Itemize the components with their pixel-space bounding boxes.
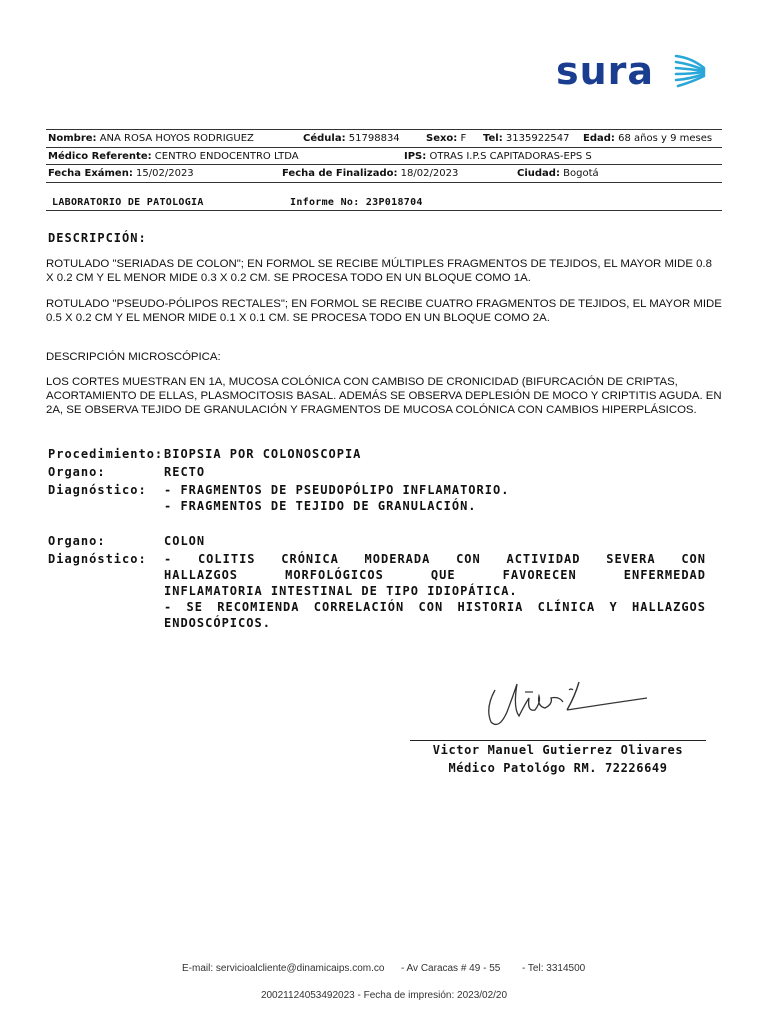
sexo-value: F <box>460 133 467 144</box>
fecha-examen-field <box>48 167 194 180</box>
ips-label: IPS: <box>404 151 427 162</box>
sexo-field <box>426 132 466 145</box>
organo-label-1: Organo: <box>48 465 106 479</box>
informe-number: Informe No: 23P018704 <box>290 197 423 208</box>
fecha-examen-label: Fecha Exámen: <box>48 168 133 179</box>
edad-field <box>583 132 712 145</box>
descripcion-microscopica-title: DESCRIPCIÓN MICROSCÓPICA: <box>46 351 221 363</box>
patient-name-label: Nombre: <box>48 133 97 144</box>
diagnostico-recto-line-2: - FRAGMENTOS DE TEJIDO DE GRANULACIÓN. <box>164 499 477 513</box>
organo-value-2: COLON <box>164 534 206 548</box>
header-rule-2 <box>46 147 722 148</box>
edad-label: Edad: <box>583 133 615 144</box>
descripcion-title: DESCRIPCIÓN: <box>48 231 147 245</box>
cedula-value: 51798834 <box>348 133 400 144</box>
edad-value: 68 años y 9 meses <box>618 133 713 144</box>
medico-referente-label: Médico Referente: <box>48 151 152 162</box>
diagnostico-colon-line-3: INFLAMATORIA INTESTINAL DE TIPO IDIOPÁTICA. <box>164 584 518 598</box>
footer-address: - Av Caracas # 49 - 55 <box>401 963 501 974</box>
descripcion-paragraph-1: ROTULADO "SERIADAS DE COLON"; EN FORMOL SE RECIBE MÚLTIPLES FRAGMENTOS DE TEJIDOS, EL MAYOR MIDE 0.8 X 0.2 CM Y EL MENOR MIDE 0.3 X 0.2 CM. SE PROCESA TODO EN UN BLOQUE COMO 1A. <box>46 258 712 284</box>
sura-logo <box>556 46 708 96</box>
cedula-field <box>303 132 400 145</box>
ips-field <box>404 150 592 163</box>
diagnostico-recto-line-1: - FRAGMENTOS DE PSEUDOPÓLIPO INFLAMATORIO. <box>164 483 510 497</box>
organo-label-2: Organo: <box>48 534 106 548</box>
fecha-finalizado-label: Fecha de Finalizado: <box>282 168 398 179</box>
ciudad-value: Bogotá <box>563 168 599 179</box>
tel-value: 3135922547 <box>505 133 570 144</box>
lab-rule <box>46 210 722 211</box>
signature-line <box>410 740 706 741</box>
procedimiento-label: Procedimiento: <box>48 447 164 461</box>
header-top-rule <box>46 129 722 130</box>
medico-referente-value: CENTRO ENDOCENTRO LTDA <box>154 151 299 162</box>
fecha-finalizado-field <box>282 167 458 180</box>
ips-value: OTRAS I.P.S CAPITADORAS-EPS S <box>429 151 592 162</box>
tel-label: Tel: <box>483 133 503 144</box>
fecha-finalizado-value: 18/02/2023 <box>400 168 459 179</box>
signatory-title: Médico Patológo RM. 72226649 <box>448 761 668 775</box>
handwritten-signature <box>455 668 655 736</box>
footer-print-info: 20021124053492023 - Fecha de impresión: 2023/02/20 <box>260 990 508 1001</box>
procedimiento-value: BIOPSIA POR COLONOSCOPIA <box>164 447 362 461</box>
medico-referente-field <box>48 150 299 163</box>
diagnostico-colon-line-2: HALLAZGOS MORFOLÓGICOS QUE FAVORECEN ENFERMEDAD <box>164 568 706 582</box>
lab-name: LABORATORIO DE PATOLOGIA <box>52 197 204 208</box>
diagnostico-colon-line-1: - COLITIS CRÓNICA MODERADA CON ACTIVIDAD SEVERA CON <box>164 552 706 566</box>
patient-name-field <box>48 132 254 145</box>
sexo-label: Sexo: <box>426 133 458 144</box>
diagnostico-colon-line-4: - SE RECOMIENDA CORRELACIÓN CON HISTORIA CLÍNICA Y HALLAZGOS <box>164 600 706 614</box>
fecha-examen-value: 15/02/2023 <box>136 168 194 179</box>
descripcion-microscopica-text: LOS CORTES MUESTRAN EN 1A, MUCOSA COLÓNICA CON CAMBISO DE CRONICIDAD (BIFURCACIÓN DE CRIPTAS, ACORTAMIENTO DE ELLAS, PLASMOCITOSIS BASAL. ADEMÁS SE OBSERVA DEPLESIÓN DE MOCO Y CRIPTITIS AGUDA. EN 2A, SE OBSERVA TEJIDO DE GRANULACIÓN Y FRAGMENTOS DE MUCOSA COLÓNICA CON CAMBIOS HIPERPLÁSICOS. <box>46 376 722 416</box>
diagnostico-label-1: Diagnóstico: <box>48 483 147 497</box>
logo-text: sura <box>556 49 655 93</box>
sura-wave-icon <box>674 52 708 88</box>
ciudad-label: Ciudad: <box>517 168 560 179</box>
tel-field <box>483 132 570 145</box>
cedula-label: Cédula: <box>303 133 346 144</box>
header-rule-4 <box>46 182 722 183</box>
ciudad-field <box>517 167 599 180</box>
diagnostico-colon-line-5: ENDOSCÓPICOS. <box>164 616 271 630</box>
header-rule-3 <box>46 164 722 165</box>
patient-name-value: ANA ROSA HOYOS RODRIGUEZ <box>99 133 254 144</box>
signatory-name: Victor Manuel Gutierrez Olivares <box>432 743 684 757</box>
descripcion-paragraph-2: ROTULADO "PSEUDO-PÓLIPOS RECTALES"; EN FORMOL SE RECIBE CUATRO FRAGMENTOS DE TEJIDOS, EL MAYOR MIDE 0.5 X 0.2 CM Y EL MENOR MIDE 0.1 X 0.1 CM. SE PROCESA TODO EN UN BLOQUE COMO 2A. <box>46 298 722 324</box>
footer-email: E-mail: servicioalcliente@dinamicaips.com.co <box>182 963 385 974</box>
diagnostico-label-2: Diagnóstico: <box>48 552 147 566</box>
footer-phone: - Tel: 3314500 <box>522 963 586 974</box>
organo-value-1: RECTO <box>164 465 206 479</box>
